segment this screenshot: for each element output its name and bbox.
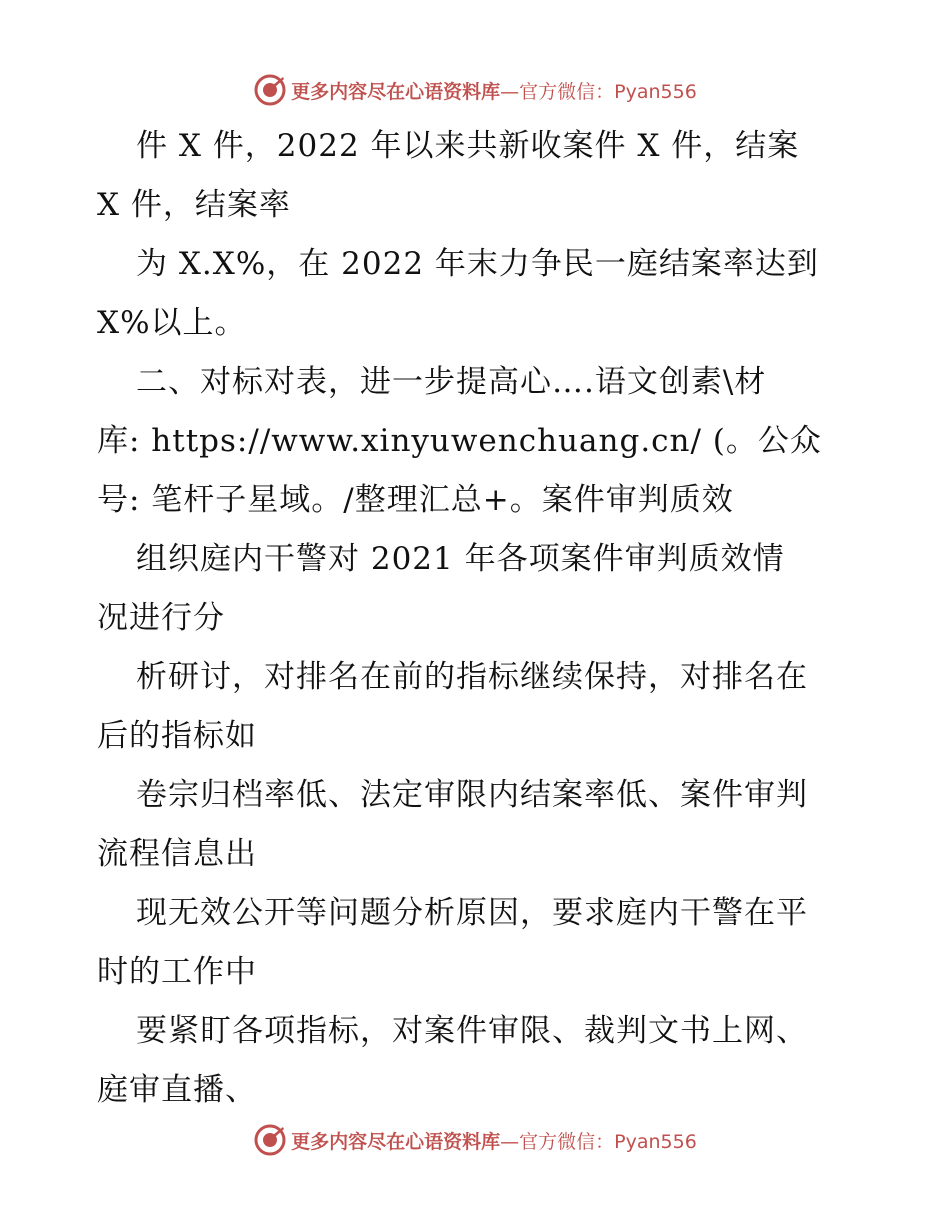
text-line: 后的指标如 [97, 718, 257, 754]
watermark-site-text: 更多内容尽在心语资料库 [291, 1130, 501, 1153]
watermark-text [291, 1127, 697, 1154]
text-line: X%以上。 [97, 305, 247, 341]
text-line: 组织庭内干警对 2021 年各项案件审判质效情 [136, 541, 785, 577]
text-line: 二、对标对表，进一步提高心….语文创素\材 [136, 364, 767, 400]
text-line: 现无效公开等问题分析原因，要求庭内干警在平 [136, 895, 808, 931]
watermark-dash: — [500, 80, 520, 103]
text-line: 流程信息出 [97, 836, 257, 872]
watermark-text [291, 77, 697, 104]
text-line: 要紧盯各项指标，对案件审限、裁判文书上网、 [136, 1013, 808, 1049]
text-line: 件 X 件，2022 年以来共新收案件 X 件，结案 [136, 128, 800, 164]
watermark-footer [0, 1122, 950, 1158]
text-line: 庭审直播、 [97, 1072, 257, 1108]
text-line: 卷宗归档率低、法定审限内结案率低、案件审判 [136, 777, 808, 813]
watermark-dash: — [500, 1130, 520, 1153]
text-line: 库: https://www.xinyuwenchuang.cn/ (。公众 [97, 423, 822, 459]
text-line: X 件，结案率 [97, 187, 291, 223]
red-circle-pen-logo-icon [253, 1123, 287, 1157]
text-line: 况进行分 [97, 600, 225, 636]
text-line: 为 X.X%，在 2022 年末力争民一庭结案率达到 [136, 246, 819, 282]
text-line: 号: 笔杆子星域。/整理汇总+。案件审判质效 [97, 482, 734, 518]
watermark-wechat-text: 官方微信：Pyan556 [519, 80, 697, 103]
red-circle-pen-logo-icon [253, 73, 287, 107]
watermark-site-text: 更多内容尽在心语资料库 [291, 80, 501, 103]
watermark-wechat-text: 官方微信：Pyan556 [519, 1130, 697, 1153]
text-line: 时的工作中 [97, 954, 257, 990]
watermark-header [0, 72, 950, 108]
text-line: 析研讨，对排名在前的指标继续保持，对排名在 [136, 659, 808, 695]
